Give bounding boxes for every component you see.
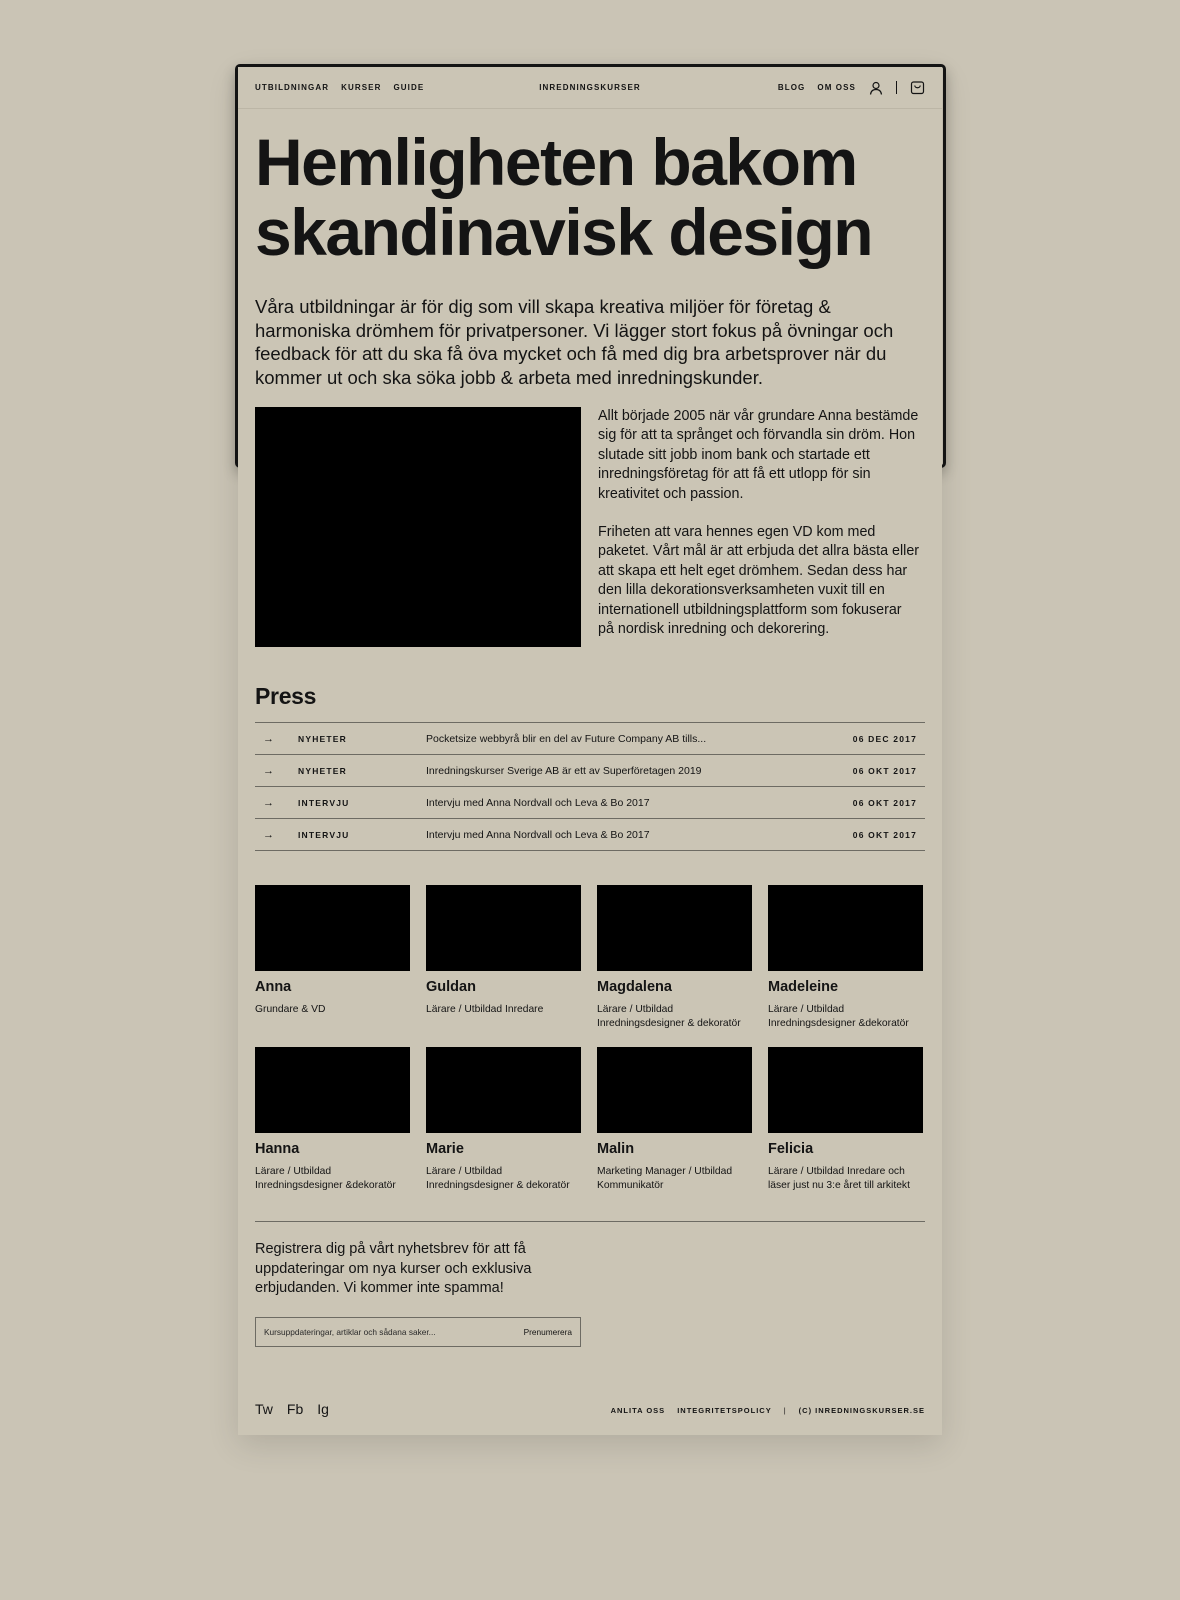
arrow-right-icon: →: [263, 828, 274, 841]
press-list: [255, 722, 925, 851]
member-role: Lärare / Utbildad Inredare: [426, 1004, 544, 1015]
hero-title-line-2: skandinavisk design: [255, 195, 873, 269]
member-photo: [597, 885, 752, 971]
nav-right: [778, 80, 925, 96]
hero-title: [255, 127, 925, 267]
arrow-right-icon: →: [263, 732, 274, 745]
team-member: [768, 1047, 923, 1192]
story-section: [255, 407, 925, 647]
member-photo: [255, 1047, 410, 1133]
social-link-facebook[interactable]: Fb: [286, 1401, 304, 1417]
member-photo: [426, 885, 581, 971]
press-category: INTERVJU: [298, 797, 350, 808]
newsletter-text: Registrera dig på vårt nyhetsbrev för att få uppdateringar om nya kurser och exklusiva erbjudanden. Vi kommer inte spamma!: [255, 1241, 532, 1296]
press-row[interactable]: [255, 755, 925, 787]
press-headline: Pocketsize webbyrå blir en del av Future Company AB tills...: [426, 732, 707, 745]
footer-link-anlita-oss[interactable]: ANLITA OSS: [610, 1406, 666, 1415]
press-heading: Press: [255, 683, 317, 709]
newsletter-divider: [255, 1221, 925, 1222]
press-category: INTERVJU: [298, 829, 350, 840]
team-member: [255, 1047, 410, 1192]
member-photo: [426, 1047, 581, 1133]
team-member: [597, 885, 752, 1030]
story-paragraph-2: Friheten att vara hennes egen VD kom med paketet. Vårt mål är att erbjuda det allra bästa eller att skapa ett helt eget drömhem. Sedan dess har den lilla dekorationsverksamheten vuxit till en internationell utbildningsplattform som fokuserar på nordisk inredning och dekorering.: [598, 524, 920, 638]
social-link-instagram[interactable]: Ig: [317, 1401, 329, 1417]
member-name: Madeleine: [768, 979, 839, 995]
team-member: [768, 885, 923, 1030]
cart-icon[interactable]: [909, 80, 925, 96]
member-role: Lärare / Utbildad Inredningsdesigner & dekoratör: [426, 1166, 570, 1191]
press-headline: Intervju med Anna Nordvall och Leva & Bo 2017: [426, 828, 650, 841]
press-row[interactable]: [255, 723, 925, 755]
page: [238, 67, 942, 1435]
member-name: Marie: [426, 1141, 464, 1157]
press-headline: Intervju med Anna Nordvall och Leva & Bo 2017: [426, 796, 650, 809]
newsletter-email-input[interactable]: [264, 1327, 494, 1337]
user-icon[interactable]: [868, 80, 884, 96]
press-row[interactable]: [255, 787, 925, 819]
nav-left: [255, 83, 424, 92]
team-member: [597, 1047, 752, 1192]
press-row[interactable]: [255, 819, 925, 851]
team-member: [255, 885, 410, 1030]
member-name: Magdalena: [597, 979, 672, 995]
member-role: Grundare & VD: [255, 1004, 326, 1015]
footer-separator: |: [783, 1406, 787, 1415]
member-photo: [597, 1047, 752, 1133]
hero-title-line-1: Hemligheten bakom: [255, 125, 857, 199]
member-name: Anna: [255, 979, 292, 995]
story-image: [255, 407, 581, 647]
social-link-twitter[interactable]: Tw: [255, 1401, 273, 1417]
nav-link-guide[interactable]: GUIDE: [393, 83, 425, 92]
team-member: [426, 885, 581, 1030]
member-role: Lärare / Utbildad Inredningsdesigner &dekoratör: [768, 1004, 909, 1029]
copyright: (C) INREDNINGSKURSER.SE: [798, 1406, 925, 1415]
arrow-right-icon: →: [263, 796, 274, 809]
site-logo[interactable]: INREDNINGSKURSER: [539, 83, 641, 92]
member-photo: [255, 885, 410, 971]
arrow-right-icon: →: [263, 764, 274, 777]
press-date: 06 OKT 2017: [852, 797, 917, 808]
press-category: NYHETER: [298, 733, 348, 744]
nav-link-utbildningar[interactable]: UTBILDNINGAR: [255, 83, 330, 92]
team-grid: [255, 885, 925, 1192]
press-date: 06 OKT 2017: [852, 765, 917, 776]
member-photo: [768, 885, 923, 971]
member-role: Marketing Manager / Utbildad Kommunikatör: [597, 1166, 733, 1191]
press-category: NYHETER: [298, 765, 348, 776]
press-date: 06 DEC 2017: [852, 733, 917, 744]
footer: [255, 1401, 925, 1417]
member-name: Felicia: [768, 1141, 814, 1157]
member-role: Lärare / Utbildad Inredare och läser just nu 3:e året till arkitekt: [768, 1166, 910, 1191]
nav-link-kurser[interactable]: KURSER: [341, 83, 382, 92]
member-name: Malin: [597, 1141, 635, 1157]
nav-link-blog[interactable]: BLOG: [777, 83, 806, 92]
member-photo: [768, 1047, 923, 1133]
story-text: [598, 407, 920, 647]
press-headline: Inredningskurser Sverige AB är ett av Superföretagen 2019: [426, 764, 702, 777]
hero-lead: Våra utbildningar är för dig som vill skapa kreativa miljöer för företag & harmoniska drömhem för privatpersoner. Vi lägger stort fokus på övningar och feedback för att du ska få öva mycket och få med dig bra arbetsprover när du kommer ut och ska söka jobb & arbeta med inredningskunder.: [255, 296, 894, 388]
member-name: Guldan: [426, 979, 476, 995]
team-member: [426, 1047, 581, 1192]
nav-link-om-oss[interactable]: OM OSS: [817, 83, 856, 92]
member-role: Lärare / Utbildad Inredningsdesigner & dekoratör: [597, 1004, 741, 1029]
subscribe-button[interactable]: Prenumerera: [523, 1326, 572, 1337]
social-links: [255, 1401, 329, 1417]
member-role: Lärare / Utbildad Inredningsdesigner &dekoratör: [255, 1166, 396, 1191]
newsletter-form: [255, 1317, 581, 1347]
nav-separator: [896, 81, 897, 94]
footer-links: [611, 1406, 925, 1417]
top-nav: [238, 67, 942, 109]
member-name: Hanna: [255, 1141, 300, 1157]
press-date: 06 OKT 2017: [852, 829, 917, 840]
footer-link-integritetspolicy[interactable]: INTEGRITETSPOLICY: [677, 1406, 772, 1415]
story-paragraph-1: Allt började 2005 när vår grundare Anna bestämde sig för att ta språnget och förvandla sin dröm. Hon slutade sitt jobb inom bank och startade ett inredningsföretag för att få ett utlopp för sin kreativitet och passion.: [598, 408, 919, 502]
